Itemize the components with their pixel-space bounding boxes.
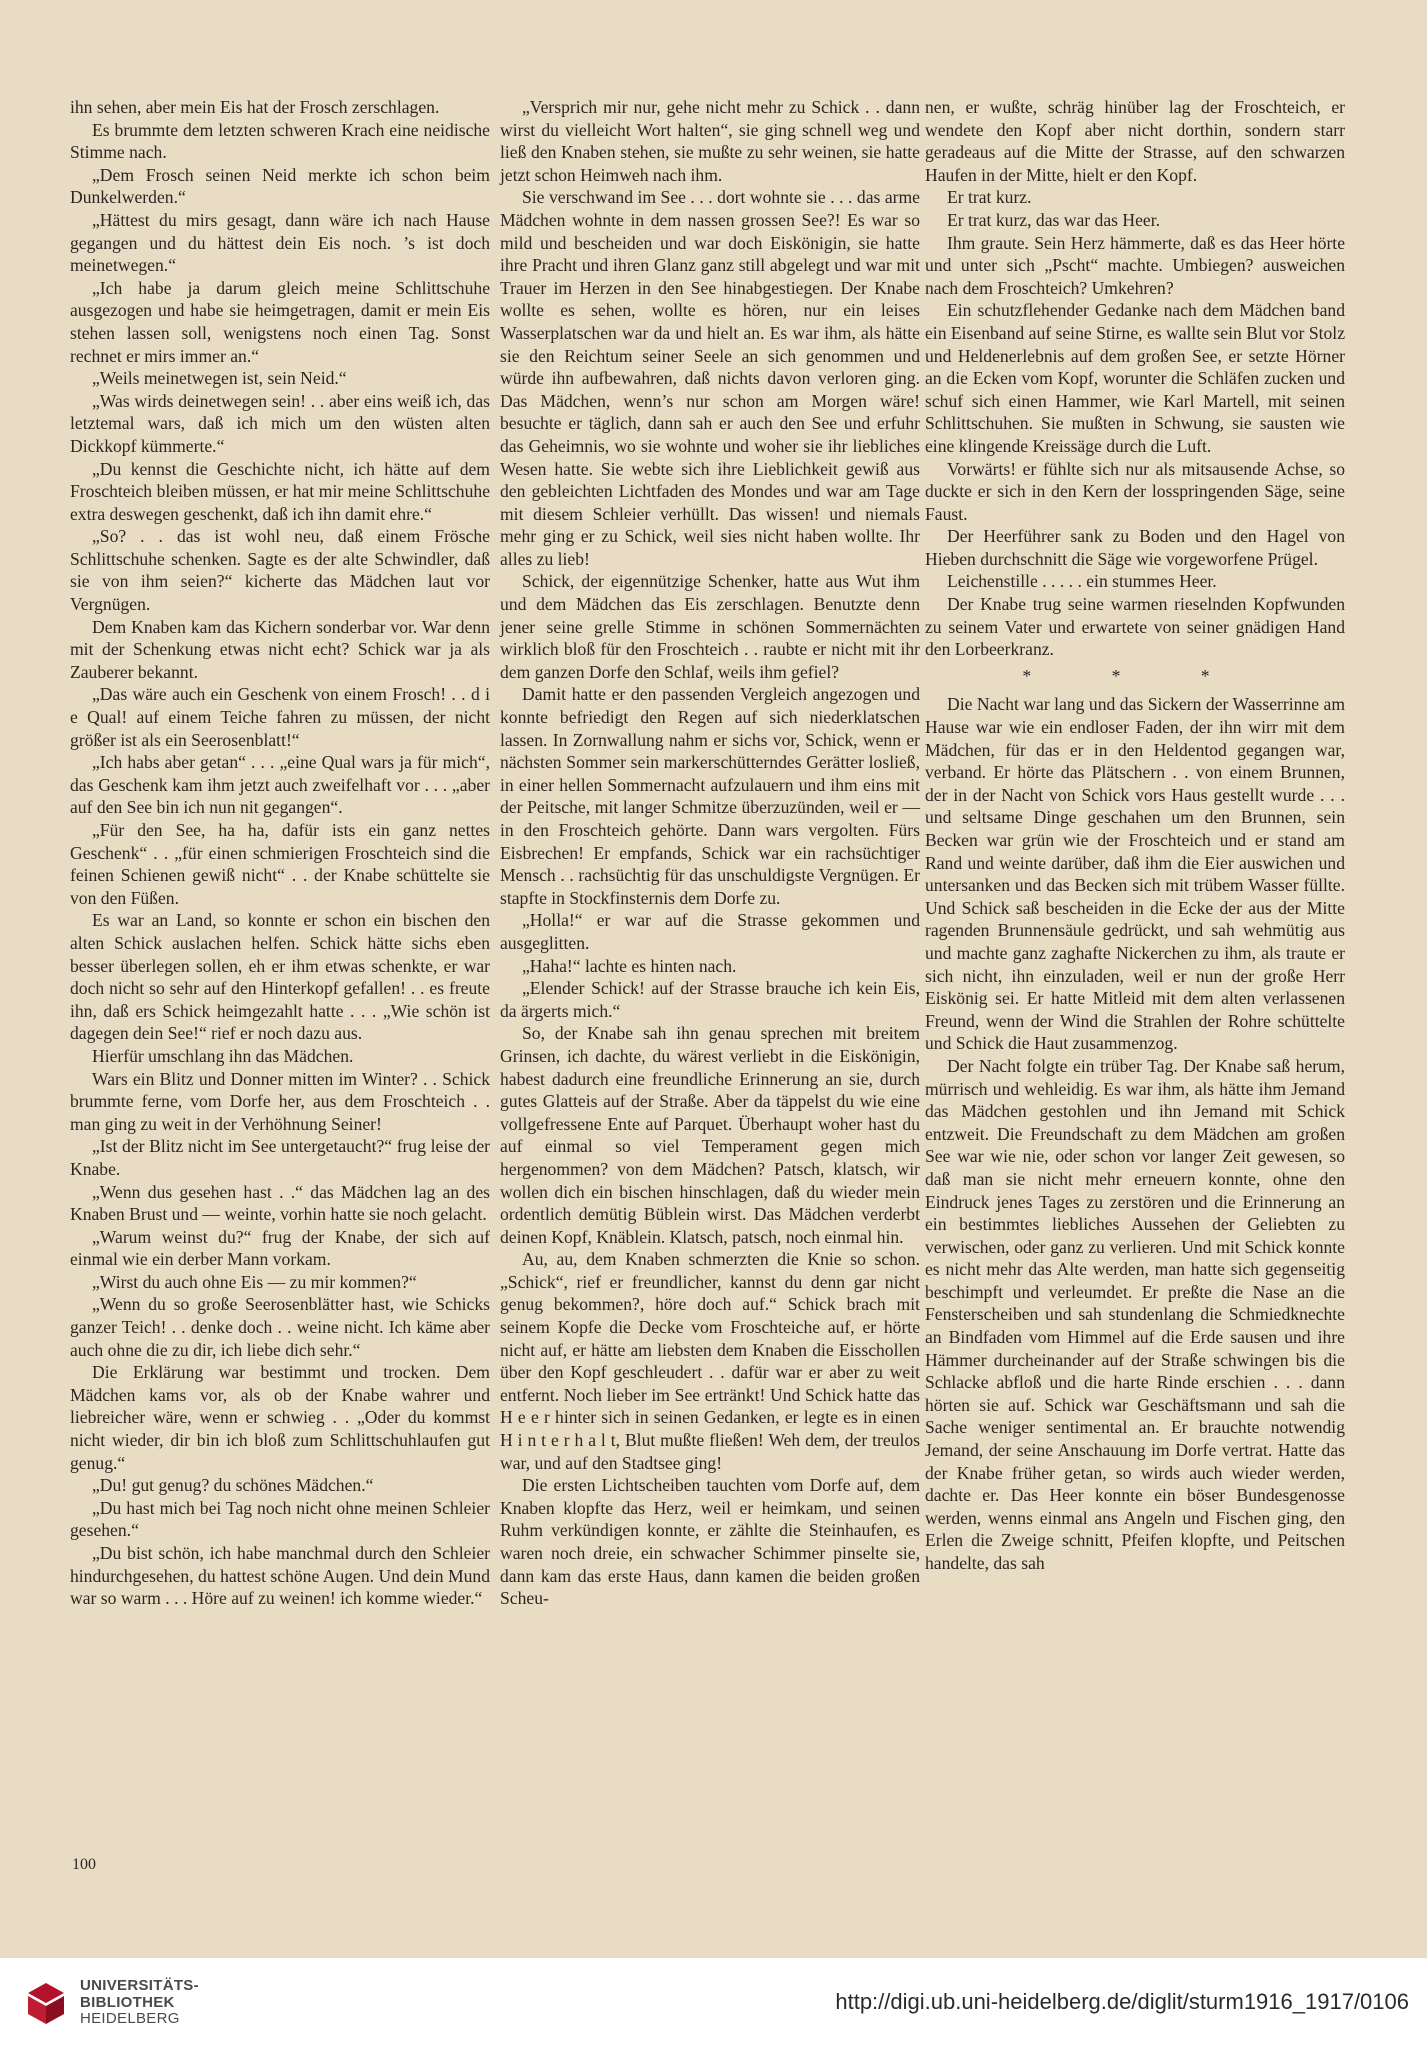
paragraph: „Weils meinetwegen ist, sein Neid.“ [92,368,347,389]
paragraph: „Ist der Blitz nicht im See untergetaucht?“ frug leise der Knabe. [70,1136,490,1179]
paragraph: Er trat kurz, das war das Heer. [947,209,1160,230]
paragraph: „Wirst du auch ohne Eis — zu mir kommen?“ [92,1271,417,1292]
library-name-line: BIBLIOTHEK [80,1993,175,2011]
paragraph: „Haha!“ lachte es hinten nach. [522,955,737,976]
paragraph: „Versprich mir nur, gehe nicht mehr zu Schick . . dann wirst du vielleicht Wort halten“, sie ging schnell weg und ließ den Knaben stehen, sie mußte zu sehr weinen, sie hatte jetzt schon Heimweh nach ihm. [500,97,920,185]
library-name [80,1978,199,2028]
paragraph: „Holla!“ er war auf die Strasse gekommen und ausgeglitten. [500,910,920,953]
paragraph: Die Nacht war lang und das Sickern der Wasserrinne am Hause war wie ein endloser Faden, der ihn wirr mit dem Mädchen, für das er in den Heldentod gegangen war, verband. Er hörte das Plätschern . . von einem Brunnen, der in der Nacht von Schick vors Haus gestellt wurde . . . und seltsame Dinge geschahen um den Brunnen, sein Becken war grün wie der Froschteich und er stand am Rand und weinte darüber, daß ihm die Eier auswichen und untersanken und das Becken sich mit trübem Wasser füllte. Und Schick saß bescheiden in die Ecke der aus der Mitte ragenden Brunnensäule gedrückt, und sah wehmütig aus und machte ganz zaghafte Nickerchen zu ihm, als traute er sich nicht, ihn einzuladen, weil er nun der große Herr Eiskönig sei. Er hatte Mitleid mit dem alten verlassenen Freund, wenn der Wind die Strahlen der Rohre schüttelte und Schick die Haut zusammenzog. [925,694,1345,1054]
text-column-left [70,96,490,1610]
paragraph: Leichenstille . . . . . ein stummes Heer. [947,571,1217,592]
paragraph: „Ich habe ja darum gleich meine Schlittschuhe ausgezogen und habe sie heimgetragen, damit er mein Eis stehen lassen soll, wenigstens noch einen Tag. Sonst rechnet er mirs immer an.“ [70,277,490,366]
paragraph: Der Heerführer sank zu Boden und den Hagel von Hieben durchschnitt die Säge wie vorgeworfene Prügel. [925,526,1345,569]
digitization-footer [0,1957,1427,2050]
paragraph: Er trat kurz. [947,187,1032,208]
page-number: 100 [72,1856,96,1873]
paragraph: ihn sehen, aber mein Eis hat der Frosch zerschlagen. [70,97,440,117]
paragraph: „Wenn du so große Seerosenblätter hast, wie Schicks ganzer Teich! . . denke doch . . weine nicht. Ich käme aber auch ohne die zu dir, ich liebe dich sehr.“ [70,1294,490,1360]
paragraph: Damit hatte er den passenden Vergleich angezogen und konnte befriedigt den Regen auf sich niederklatschen lassen. In Zornwallung nahm er sichs vor, Schick, wenn er nächsten Sommer sein markerschütterndes Gerätter losließ, in einer hellen Sommernacht aufzulauern und ihm eins mit der Peitsche, mit langer Schmitze überzuzünden, weil er — in den Froschteich gehörte. Dann wars vergolten. Fürs Eisbrechen! Er empfands, Schick war ein rachsüchtiger Mensch . . rachsüchtig für das unschuldigste Vergnügen. Er stapfte in Stockfinsternis dem Dorfe zu. [500,684,920,908]
paragraph: Hierfür umschlang ihn das Mädchen. [92,1045,354,1066]
library-name-line: HEIDELBERG [80,2010,180,2027]
paragraph: „Das wäre auch ein Geschenk von einem Frosch! . . d i e Qual! auf einem Teiche fahren zu müssen, der nicht größer ist als ein Seerosenblatt!“ [70,684,490,750]
paragraph: Dem Knaben kam das Kichern sonderbar vor. War denn mit der Schenkung etwas nicht echt? Schick war ja als Zauberer bekannt. [70,616,490,682]
paragraph: So, der Knabe sah ihn genau sprechen mit breitem Grinsen, ich dachte, du wärest verliebt in die Eiskönigin, habest dadurch eine freundliche Erinnerung an sie, durch gutes Glatteis auf der Straße. Aber da täppelst du wie eine vollgefressene Ente auf Parquet. Überhaupt woher hast du auf einmal so viel Temperament gegen mich hergenommen? von dem Mädchen? Patsch, klatsch, wir wollen dich ein bischen hinschlagen, daß du wieder mein ordentlich demütig Büblein wirst. Das Mädchen verderbt deinen Kopf, Knäblein. Klatsch, patsch, noch einmal hin. [500,1023,920,1247]
paragraph: „Was wirds deinetwegen sein! . . aber eins weiß ich, das letztemal wars, daß ich mich um den wüsten alten Dickkopf kümmerte.“ [70,390,490,456]
paragraph: Sie verschwand im See . . . dort wohnte sie . . . das arme Mädchen wohnte in dem nassen grossen See?! Es war so mild und bescheiden und war doch Eiskönigin, sie hatte ihre Pracht und ihren Glanz ganz still abgelegt und war mit Trauer im Herzen in den See hinabgestiegen. Der Knabe wollte es sehen, wollte es hören, nur ein leises Wasserplatschen war da und hielt an. Es war ihm, als hätte sie den Reichtum seiner Seele an sich genommen und würde ihn aufbewahren, daß nichts davon verloren ging. Das Mädchen, wenn’s nur schon am Morgen wäre! besuchte er täglich, dann sah er auch den See und erfuhr das Geheimnis, wo sie wohnte und woher sie ihr liebliches Wesen hatte. Sie webte sich ihre Lieblichkeit gewiß aus den gebleichten Lichtfaden des Mondes und war am Tage mit diesem Schleier verhüllt. Das wissen! und niemals mehr ging er zu Schick, weil sies nicht haben wollte. Ihr alles zu lieb! [500,187,920,569]
paragraph: „Für den See, ha ha, dafür ists ein ganz nettes Geschenk“ . . „für einen schmierigen Froschteich sind die feinen Schienen gewiß nicht“ . . der Knabe schüttelte sie von den Füßen. [70,820,490,908]
paragraph: Der Knabe trug seine warmen rieselnden Kopfwunden zu seinem Vater und erwartete von seiner gnädigen Hand den Lorbeerkranz. [925,594,1345,660]
paragraph: „Du bist schön, ich habe manchmal durch den Schleier hindurchgesehen, du hattest schöne Augen. Und dein Mund war so warm . . . Höre auf zu weinen! ich komme wieder.“ [70,1543,490,1609]
paragraph: Es war an Land, so konnte er schon ein bischen den alten Schick auslachen helfen. Schick hätte sichs eben besser überlegen sollen, eh er ihm etwas schenkte, er war doch nicht so sehr auf den Hinterkopf gefallen! . . es freute ihn, daß ers Schick heimgezahlt hatte . . . „Wie schön ist dagegen dein See!“ rief er noch dazu aus. [70,910,490,1044]
paragraph: „Du kennst die Geschichte nicht, ich hätte auf dem Froschteich bleiben müssen, er hat mir meine Schlittschuhe extra deswegen geschenkt, daß ich ihn damit ehre.“ [70,458,490,524]
paragraph: Schick, der eigennützige Schenker, hatte aus Wut ihm und dem Mädchen das Eis zerschlagen. Benutzte denn jener seine grelle Stimme in schönen Sommernächten wirklich bloß für den Froschteich . . raubte er nicht mit ihr dem ganzen Dorfe den Schlaf, weils ihm gefiel? [500,571,920,682]
paragraph: „Ich habs aber getan“ . . . „eine Qual wars ja für mich“, das Geschenk kam ihm jetzt auch zweifelhaft vor . . . „aber auf den See bin ich nun nit gegangen“. [70,752,490,818]
paragraph: „Hättest du mirs gesagt, dann wäre ich nach Hause gegangen und du hättest dein Eis noch. ’s ist doch meinetwegen.“ [70,209,490,276]
paragraph: Ihm graute. Sein Herz hämmerte, daß es das Heer hörte und unter sich „Pscht“ machte. Umbiegen? ausweichen nach dem Froschteich? Umkehren? [925,232,1345,298]
university-library-logo-icon [24,1980,68,2026]
source-url[interactable]: http://digi.ub.uni-heidelberg.de/diglit/sturm1916_1917/0106 [835,1989,1409,2014]
paragraph: „Warum weinst du?“ frug der Knabe, der sich auf einmal wie ein derber Mann vorkam. [70,1226,490,1270]
paragraph: Der Nacht folgte ein trüber Tag. Der Knabe saß herum, mürrisch und wehleidig. Es war ihm, als hätte ihm Jemand das Mädchen gestohlen und ihn Jemand mit Schick entzweit. Die Freundschaft zu dem Mädchen am großen See war wie nie, oder schon vor langer Zeit gewesen, so daß man sie nicht mehr erneuern konnte, ohne den Eindruck jenes Tages zu zerstören und die Erinnerung an ein bestimmtes liebliches Aussehen der Geliebten zu verwischen, oder ganz zu verlieren. Und mit Schick konnte es nicht mehr das Alte werden, man hatte sich gegenseitig beschimpft und verleumdet. Er preßte die Nase an die Fensterscheiben und sah stundenlang die Schmiedknechte an Bindfaden vom Himmel auf die Erde sausen und ihre Hämmer durcheinander auf der Straße schwingen bis die Schlacke abfloß und die harte Rinde erschien . . . dann hörten sie auf. Schick war Geschäftsmann und sah die Sache weniger sentimental an. Er brauchte notwendig Jemand, der seine Anschauung im Dorfe vertrat. Hatte das der Knabe früher getan, so wirds auch wieder werden, dachte er. Das Heer konnte ein böser Bundesgenosse werden, wenns einmal ans Angeln und Fischen ging, den Erlen die Zweige schnitt, Pfeifen klopfte, und Peitschen handelte, das sah [925,1055,1345,1573]
paragraph: Vorwärts! er fühlte sich nur als mitsausende Achse, so duckte er sich in den Kern der losspringenden Säge, seine Faust. [925,458,1345,524]
paragraph: „Dem Frosch seinen Neid merkte ich schon beim Dunkelwerden.“ [70,164,490,208]
paragraph: Ein schutzflehender Gedanke nach dem Mädchen band ein Eisenband auf seine Stirne, es wallte sein Blut vor Stolz und Heldenerlebnis auf dem großen See, er setzte Hörner an die Ecken vom Kopf, worunter die Schläfen zucken und schuf sich einen Hammer, wie Karl Martell, mit seinen Schlittschuhen. Sie mußten in Schwung, sie sausten wie eine klingende Kreissäge durch die Luft. [925,300,1345,456]
paragraph: Es brummte dem letzten schweren Krach eine neidische Stimme nach. [70,119,490,163]
paragraph: „Du hast mich bei Tag noch nicht ohne meinen Schleier gesehen.“ [70,1497,490,1541]
paragraph: „Wenn dus gesehen hast . .“ das Mädchen lag an des Knaben Brust und — weinte, vorhin hatte sie noch gelacht. [70,1181,490,1225]
paragraph: Die Erklärung war bestimmt und trocken. Dem Mädchen kams vor, als ob der Knabe wahrer und liebreicher wäre, wenn er schwieg . . „Oder du kommst nicht wieder, dir bin ich bloß zum Schlittschuhlaufen gut genug.“ [70,1362,490,1473]
paragraph: * * * [1022,665,1248,686]
paragraph: Wars ein Blitz und Donner mitten im Winter? . . Schick brummte ferne, vom Dorfe her, aus dem Froschteich . . man ging zu weit in der Verhöhnung Seiner! [70,1068,490,1134]
paragraph: „Elender Schick! auf der Strasse brauche ich kein Eis, da ärgerts mich.“ [500,978,920,1021]
library-name-line: UNIVERSITÄTS- [80,1977,199,1994]
paragraph: nen, er wußte, schräg hinüber lag der Froschteich, er wendete den Kopf aber nicht dorthin, sondern starr geradeaus auf die Mitte der Strasse, auf den schwarzen Haufen in der Mitte, hielt er den Kopf. [925,97,1345,185]
paragraph: Die ersten Lichtscheiben tauchten vom Dorfe auf, dem Knaben klopfte das Herz, weil er heimkam, und seinen Ruhm verkündigen konnte, er zählte die Steinhaufen, es waren noch dreie, ein schwacher Schimmer pinselte sie, dann kam das erste Haus, dann kamen die beiden großen Scheu- [500,1475,920,1609]
paragraph: „So? . . das ist wohl neu, daß einem Frösche Schlittschuhe schenken. Sagte es der alte Schwindler, daß sie von ihm seien?“ kicherte das Mädchen laut vor Vergnügen. [70,526,490,615]
text-column-middle [500,96,920,1610]
paragraph: „Du! gut genug? du schönes Mädchen.“ [92,1475,374,1496]
paragraph: Au, au, dem Knaben schmerzten die Knie so schon. „Schick“, rief er freundlicher, kannst du denn gar nicht genug bekommen?, höre doch auf.“ Schick brach mit seinem Kopfe die Decke vom Froschteiche auf, er hörte nicht auf, er hätte am liebsten dem Knaben die Eisschollen über den Kopf geschleudert . . dafür war er aber zu weit entfernt. Noch lieber im See ertränkt! Und Schick hatte das H e e r hinter sich in seinen Gedanken, er legte es in einen H i n t e r h a l t, Blut mußte fließen! Weh dem, der treulos war, und auf den Stadtsee ging! [500,1249,920,1473]
text-column-right [925,96,1345,1575]
